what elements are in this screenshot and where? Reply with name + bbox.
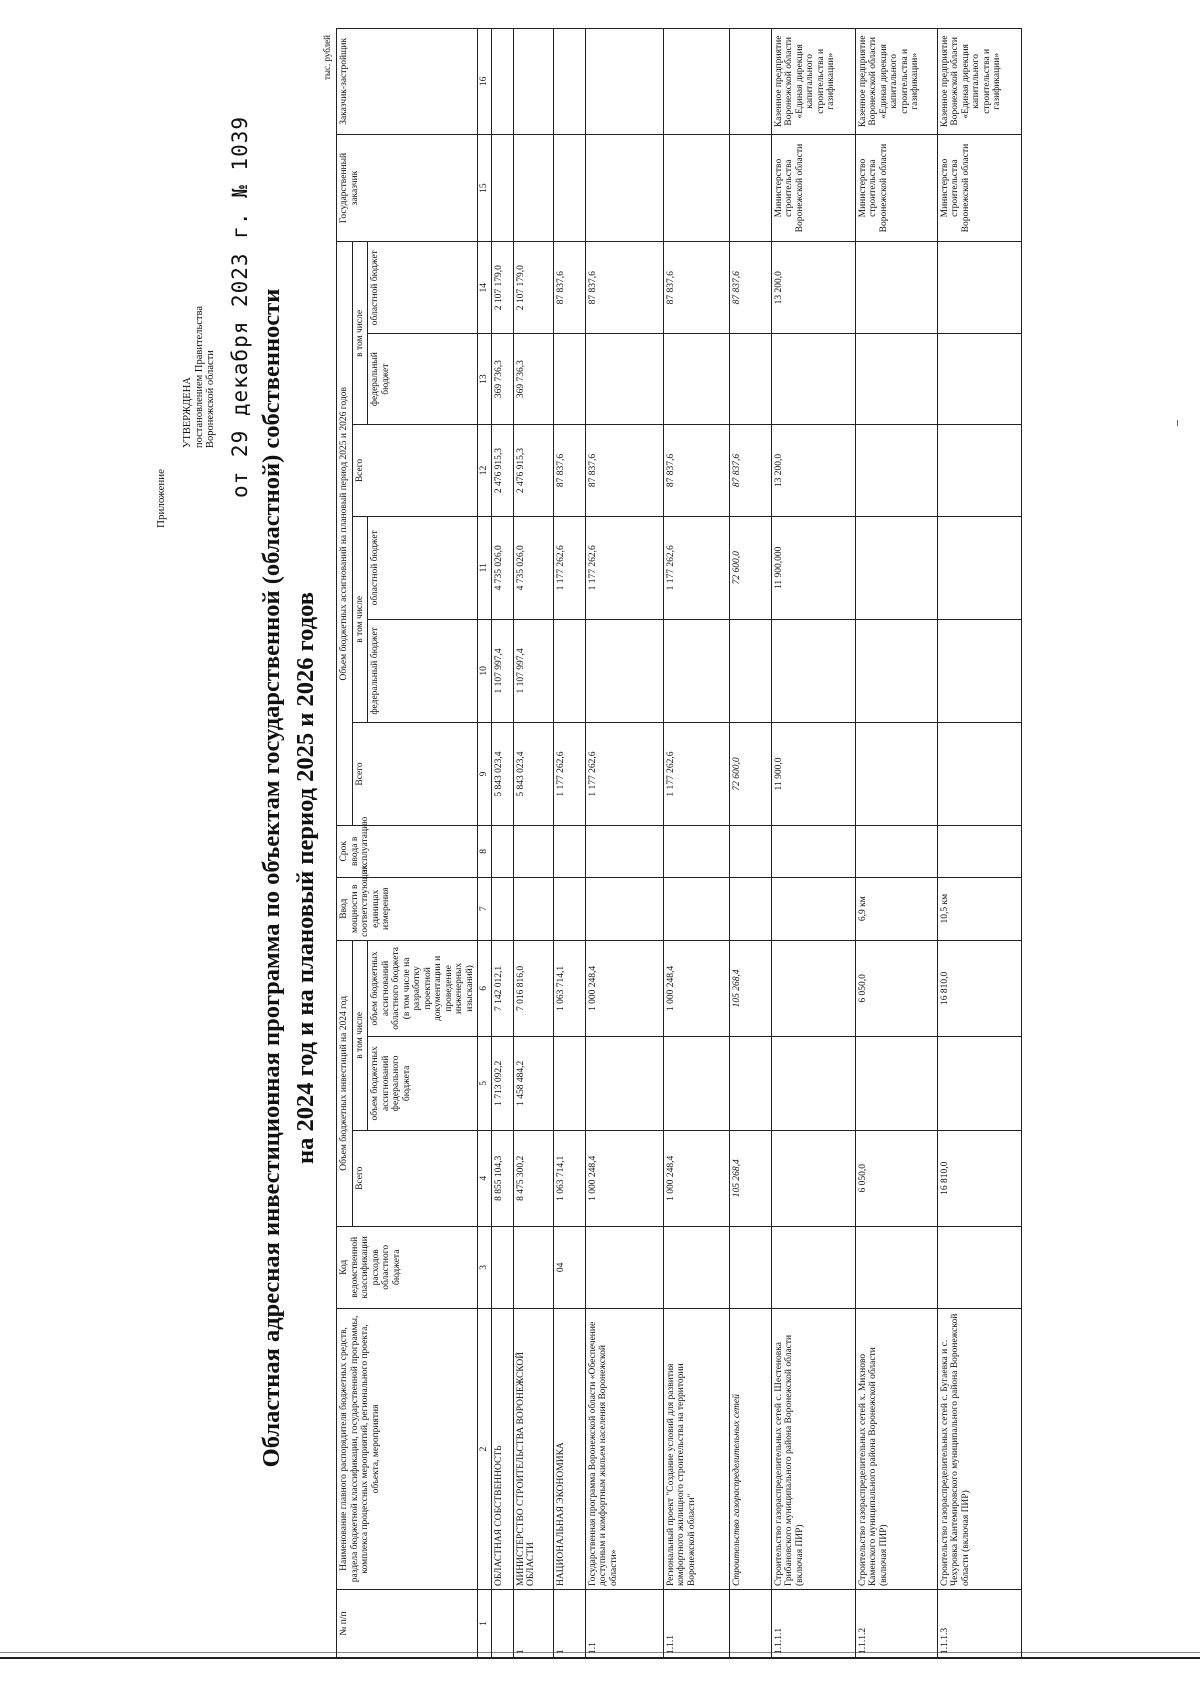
cell-t25: 1 177 262,6 [585, 722, 663, 825]
cell-f26: 369 736,3 [513, 333, 553, 424]
cell-dev: Казенное предприятие Воронежской области «Единая дирекция капитального строительства и газификации» [937, 29, 1021, 135]
approval-line: УТВЕРЖДЕНА [182, 377, 193, 448]
cell-f26 [663, 333, 729, 424]
cell-code [513, 1226, 553, 1308]
cell-cap [553, 877, 585, 940]
cell-t24 [771, 1130, 855, 1226]
cell-t24: 8 855 104,3 [491, 1130, 513, 1226]
cell-cap [663, 877, 729, 940]
cell-r24: 105 268,4 [729, 940, 771, 1036]
cell-cust: Министерство строительства Воронежской области [855, 134, 937, 242]
cell-no [729, 1590, 771, 1658]
cell-cust [513, 134, 553, 242]
cell-t24: 1 000 248,4 [663, 1130, 729, 1226]
cell-t25 [855, 722, 937, 825]
cell-t26: 13 200,0 [771, 425, 855, 516]
cell-t26: 2 476 915,3 [491, 425, 513, 516]
cell-r24 [771, 940, 855, 1036]
cell-r24: 7 016 816,0 [513, 940, 553, 1036]
cell-r25: 4 735 026,0 [491, 516, 513, 619]
cell-term [663, 826, 729, 878]
col-header-capacity: Ввод мощности в соответствующих единицах измерения [337, 877, 478, 940]
decree-date: от 29 декабря 2023 г. № 1039 [228, 115, 252, 498]
col-header-total-2025: Всего [352, 722, 478, 825]
column-number: 8 [478, 826, 492, 878]
table-row [553, 29, 585, 1658]
approval-line: постановлением Правительства [193, 305, 205, 448]
col-header-total: Всего [352, 1130, 478, 1226]
cell-name: Строительство газораспределительных сетей х. Михново Каменского муниципального района Воронежской области (включая ПИР) [855, 1308, 937, 1589]
col-header-incl: в том числе [352, 940, 368, 1130]
cell-t25: 5 843 023,4 [491, 722, 513, 825]
col-header-fed-2026: федеральный бюджет [368, 333, 478, 424]
cell-r26 [855, 242, 937, 333]
cell-cap: 6,9 км [855, 877, 937, 940]
cell-code [491, 1226, 513, 1308]
approval-block [182, 306, 217, 448]
cell-code: 04 [553, 1226, 585, 1308]
cell-term [491, 826, 513, 878]
column-number: 6 [478, 940, 492, 1036]
cell-f24 [771, 1036, 855, 1130]
cell-cap [513, 877, 553, 940]
cell-t25: 72 600,0 [729, 722, 771, 825]
cell-no: 1.1.1.1 [771, 1590, 855, 1658]
cell-code [585, 1226, 663, 1308]
cell-dev: Казенное предприятие Воронежской области «Единая дирекция капитального строительства и газификации» [855, 29, 937, 135]
cell-no: 1.1.1 [663, 1590, 729, 1658]
cell-r25: 11 900,000 [771, 516, 855, 619]
col-header-developer: Заказчик-застройщик [337, 29, 478, 135]
cell-dev [553, 29, 585, 135]
cell-dev [491, 29, 513, 135]
col-header-incl-2025: в том числе [352, 516, 368, 722]
col-header-total-2026: Всего [352, 425, 478, 516]
column-number: 7 [478, 877, 492, 940]
cell-t26: 87 837,6 [553, 425, 585, 516]
col-header-customer: Государственный заказчик [337, 134, 478, 242]
cell-no: 1 [513, 1590, 553, 1658]
cell-r24: 1 000 248,4 [663, 940, 729, 1036]
column-number: 12 [478, 425, 492, 516]
column-number: 11 [478, 516, 492, 619]
col-header-incl-2026: в том числе [352, 242, 368, 425]
cell-r26 [937, 242, 1021, 333]
col-header-code: Код ведомственной классификации расходов областного бюджета [337, 1226, 478, 1308]
cell-cust: Министерство строительства Воронежской области [771, 134, 855, 242]
cell-name: Строительство газораспределительных сетей с. Бугаевка и с. Чехуровка Кантемировского муниципального района Воронежской области (включая ПИР) [937, 1308, 1021, 1589]
cell-f24 [855, 1036, 937, 1130]
cell-name: Строительство газораспределительных сетей с. Шестеновка Грибановского муниципального района Воронежской области (включая ПИР) [771, 1308, 855, 1589]
cell-term [855, 826, 937, 878]
cell-cust [585, 134, 663, 242]
cell-dev [513, 29, 553, 135]
table-row [663, 29, 729, 1658]
cell-name: Государственная программа Воронежской области «Обеспечение доступным и комфортным жильем населения Воронежской области» [585, 1308, 663, 1589]
document-subtitle: на 2024 год и на плановый период 2025 и 2026 годов [292, 592, 319, 1165]
column-number: 3 [478, 1226, 492, 1308]
table-row [937, 29, 1021, 1658]
column-number: 4 [478, 1130, 492, 1226]
cell-r24: 6 050,0 [855, 940, 937, 1036]
cell-f24 [663, 1036, 729, 1130]
cell-cust [729, 134, 771, 242]
cell-t25 [937, 722, 1021, 825]
column-number-row [478, 29, 492, 1658]
cell-f26 [585, 333, 663, 424]
table-body [491, 29, 1021, 1658]
cell-t26 [855, 425, 937, 516]
cell-t26: 87 837,6 [585, 425, 663, 516]
cell-f25 [937, 619, 1021, 722]
cell-f24 [937, 1036, 1021, 1130]
cell-r24: 1 063 714,1 [553, 940, 585, 1036]
cell-t24: 1 000 248,4 [585, 1130, 663, 1226]
col-header-term: Срок ввода в эксплуатацию [337, 826, 478, 878]
cell-f25 [585, 619, 663, 722]
cell-f24: 1 713 092,2 [491, 1036, 513, 1130]
cell-dev [729, 29, 771, 135]
table-row [491, 29, 513, 1658]
cell-r26: 87 837,6 [729, 242, 771, 333]
cell-t26: 2 476 915,3 [513, 425, 553, 516]
cell-f25 [663, 619, 729, 722]
cell-r25 [855, 516, 937, 619]
cell-cust [663, 134, 729, 242]
cell-cap [729, 877, 771, 940]
col-header-reg-2025: областной бюджет [368, 516, 478, 619]
cell-r25: 1 177 262,6 [553, 516, 585, 619]
column-number: 5 [478, 1036, 492, 1130]
cell-code [855, 1226, 937, 1308]
table-row [513, 29, 553, 1658]
column-number: 1 [478, 1590, 492, 1658]
cell-f25 [553, 619, 585, 722]
approval-line: Воронежской области [205, 350, 216, 448]
cell-f25: 1 107 997,4 [491, 619, 513, 722]
column-number: 15 [478, 134, 492, 242]
cell-f26 [771, 333, 855, 424]
cell-t25: 1 177 262,6 [663, 722, 729, 825]
cell-name: ОБЛАСТНАЯ СОБСТВЕННОСТЬ [491, 1308, 513, 1589]
col-header-plan: Объем бюджетных ассигнований на плановый период 2025 и 2026 годов [337, 242, 353, 826]
cell-name: МИНИСТЕРСТВО СТРОИТЕЛЬСТВА ВОРОНЕЖСКОЙ ОБЛАСТИ [513, 1308, 553, 1589]
table-row [855, 29, 937, 1658]
cell-dev: Казенное предприятие Воронежской области «Единая дирекция капитального строительства и газификации» [771, 29, 855, 135]
cell-term [937, 826, 1021, 878]
cell-cap [771, 877, 855, 940]
cell-f24 [585, 1036, 663, 1130]
cell-t24: 8 475 300,2 [513, 1130, 553, 1226]
cell-t25: 11 900,0 [771, 722, 855, 825]
cell-code [771, 1226, 855, 1308]
cell-cap [585, 877, 663, 940]
cell-f24: 1 458 484,2 [513, 1036, 553, 1130]
appendix-label: Приложение [155, 468, 167, 528]
column-number: 14 [478, 242, 492, 333]
table-row [585, 29, 663, 1658]
cell-t26 [937, 425, 1021, 516]
cell-code [937, 1226, 1021, 1308]
cell-f26 [553, 333, 585, 424]
cell-f25 [729, 619, 771, 722]
cell-r25 [937, 516, 1021, 619]
cell-f25: 1 107 997,4 [513, 619, 553, 722]
cell-t24: 6 050,0 [855, 1130, 937, 1226]
document-title: Областная адресная инвестиционная программа по объектам государственной (областной) собственности [258, 288, 285, 1468]
cell-t25: 1 177 262,6 [553, 722, 585, 825]
cell-name: НАЦИОНАЛЬНАЯ ЭКОНОМИКА [553, 1308, 585, 1589]
table-row [771, 29, 855, 1658]
col-header-fed-2025: федеральный бюджет [368, 619, 478, 722]
units-label: тыс. рублей [322, 35, 332, 80]
col-header-vol2024: Объем бюджетных инвестиций на 2024 год [337, 940, 353, 1226]
cell-t24: 16 810,0 [937, 1130, 1021, 1226]
cell-r26: 87 837,6 [553, 242, 585, 333]
cell-cust [491, 134, 513, 242]
cell-t24: 1 063 714,1 [553, 1130, 585, 1226]
cell-r25: 1 177 262,6 [663, 516, 729, 619]
cell-cust: Министерство строительства Воронежской области [937, 134, 1021, 242]
col-header-fed-vol: объем бюджетных ассигнований федерального бюджета [368, 1036, 478, 1130]
cell-r24: 16 810,0 [937, 940, 1021, 1036]
cell-term [771, 826, 855, 878]
col-header-reg-2026: областной бюджет [368, 242, 478, 333]
cell-r25: 72 600,0 [729, 516, 771, 619]
cell-r25: 1 177 262,6 [585, 516, 663, 619]
cell-no: 1.1.1.3 [937, 1590, 1021, 1658]
cell-r26: 13 200,0 [771, 242, 855, 333]
cell-no: 1 [553, 1590, 585, 1658]
column-number: 9 [478, 722, 492, 825]
cell-f25 [855, 619, 937, 722]
cell-r26: 2 107 179,0 [513, 242, 553, 333]
cell-dev [585, 29, 663, 135]
column-number: 16 [478, 29, 492, 135]
investment-table [336, 28, 1022, 1658]
cell-f24 [729, 1036, 771, 1130]
cell-t26: 87 837,6 [663, 425, 729, 516]
cell-cap: 10,5 км [937, 877, 1021, 940]
table-row [729, 29, 771, 1658]
cell-f25 [771, 619, 855, 722]
cell-cust [553, 134, 585, 242]
cell-no [491, 1590, 513, 1658]
cell-code [729, 1226, 771, 1308]
cell-name: Строительство газораспределительных сетей [729, 1308, 771, 1589]
cell-r25: 4 735 026,0 [513, 516, 553, 619]
cell-term [553, 826, 585, 878]
cell-f24 [553, 1036, 585, 1130]
cell-r24: 1 000 248,4 [585, 940, 663, 1036]
col-header-reg-vol: объем бюджетных ассигнований областного бюджета (в том числе на разработку проектной документации и проведение инженерных изысканий) [368, 940, 478, 1036]
column-number: 13 [478, 333, 492, 424]
cell-f26 [937, 333, 1021, 424]
cell-f26 [729, 333, 771, 424]
cell-code [663, 1226, 729, 1308]
cell-t24: 105 268,4 [729, 1130, 771, 1226]
cell-name: Региональный проект "Создание условий для развития комфортного жилищного строительства на территории Воронежской области" [663, 1308, 729, 1589]
cell-term [513, 826, 553, 878]
cell-cap [491, 877, 513, 940]
cell-term [729, 826, 771, 878]
cell-no: 1.1 [585, 1590, 663, 1658]
cell-term [585, 826, 663, 878]
cell-f26 [855, 333, 937, 424]
cell-t26: 87 837,6 [729, 425, 771, 516]
col-header-no: № п/п [337, 1590, 478, 1658]
cell-t25: 5 843 023,4 [513, 722, 553, 825]
cell-r26: 87 837,6 [663, 242, 729, 333]
column-number: 10 [478, 619, 492, 722]
cell-r26: 2 107 179,0 [491, 242, 513, 333]
cell-f26: 369 736,3 [491, 333, 513, 424]
cell-r26: 87 837,6 [585, 242, 663, 333]
cell-no: 1.1.1.2 [855, 1590, 937, 1658]
cell-dev [663, 29, 729, 135]
col-header-name: Наименование главного распорядителя бюджетных средств, раздела бюджетной классификации, государственной программы, комплекса процессных мероприятий, регионального проекта, объекта, мероприятия [337, 1308, 478, 1589]
column-number: 2 [478, 1308, 492, 1589]
cell-r24: 7 142 012,1 [491, 940, 513, 1036]
